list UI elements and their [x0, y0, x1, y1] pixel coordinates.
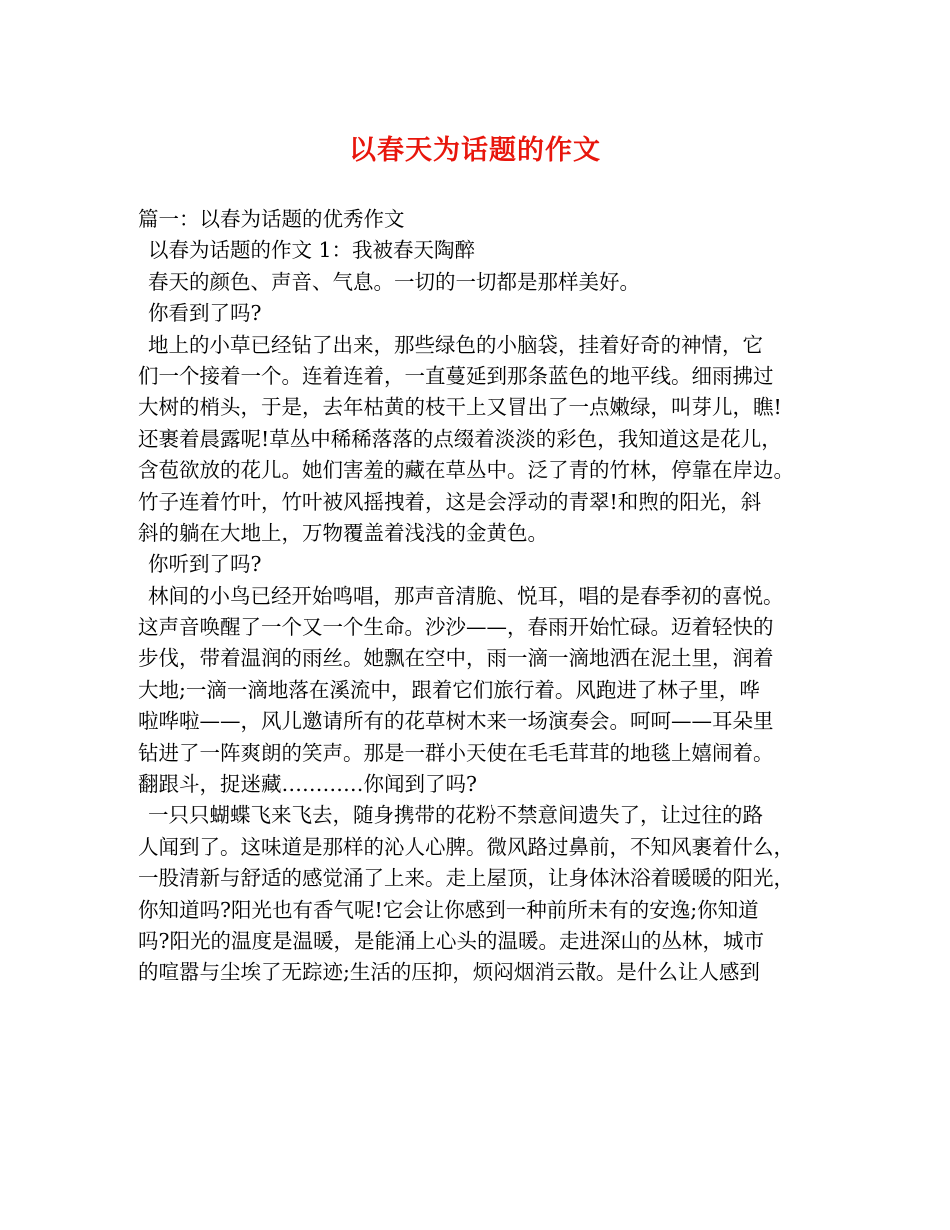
- document-body: [138, 204, 828, 989]
- text-line: 一只只蝴蝶飞来飞去，随身携带的花粉不禁意间遗失了，让过往的路: [148, 803, 763, 828]
- text-line: 你看到了吗?: [148, 301, 262, 326]
- text-line: 斜的躺在大地上，万物覆盖着浅浅的金黄色。: [138, 520, 548, 545]
- text-line: 篇一：以春为话题的优秀作文: [138, 207, 405, 231]
- text-line: 地上的小草已经钻了出来，那些绿色的小脑袋，挂着好奇的神情，它: [148, 332, 763, 357]
- text-line: 林间的小鸟已经开始鸣唱，那声音清脆、悦耳，唱的是春季初的喜悦。: [148, 583, 784, 608]
- text-line: 这声音唤醒了一个又一个生命。沙沙——，春雨开始忙碌。迈着轻快的: [138, 615, 774, 640]
- document-title: 以春天为话题的作文: [349, 135, 601, 166]
- text-line: 以春为话题的作文 1：我被春天陶醉: [148, 238, 476, 263]
- text-line: 钻进了一阵爽朗的笑声。那是一群小天使在毛毛茸茸的地毯上嬉闹着。: [138, 740, 774, 765]
- text-line: 们一个接着一个。连着连着，一直蔓延到那条蓝色的地平线。细雨拂过: [138, 363, 774, 388]
- text-line: 啦哗啦——，风儿邀请所有的花草树木来一场演奏会。呵呵——耳朵里: [138, 709, 774, 734]
- text-line: 你听到了吗?: [148, 552, 262, 577]
- text-line: 的喧嚣与尘埃了无踪迹;生活的压抑，烦闷烟消云散。是什么让人感到: [138, 960, 760, 985]
- text-line: 你知道吗?阳光也有香气呢!它会让你感到一种前所未有的安逸;你知道: [138, 897, 759, 922]
- text-line: 还裹着晨露呢!草丛中稀稀落落的点缀着淡淡的彩色，我知道这是花儿，: [138, 426, 782, 451]
- text-line: 步伐，带着温润的雨丝。她飘在空中，雨一滴一滴地洒在泥土里，润着: [138, 646, 774, 671]
- text-line: 含苞欲放的花儿。她们害羞的藏在草丛中。泛了青的竹林，停靠在岸边。: [138, 458, 794, 483]
- text-line: 人闻到了。这味道是那样的沁人心脾。微风路过鼻前，不知风裹着什么，: [138, 834, 794, 859]
- text-line: 翻跟斗，捉迷藏…………你闻到了吗?: [138, 772, 477, 797]
- text-line: 吗?阳光的温度是温暖，是能涌上心头的温暖。走进深山的丛林，城市: [138, 928, 764, 953]
- text-line: 一股清新与舒适的感觉涌了上来。走上屋顶，让身体沐浴着暖暖的阳光，: [138, 866, 794, 891]
- text-line: 春天的颜色、声音、气息。一切的一切都是那样美好。: [148, 269, 640, 294]
- text-line: 竹子连着竹叶，竹叶被风摇拽着，这是会浮动的青翠!和煦的阳光，斜: [138, 489, 762, 514]
- text-line: 大地;一滴一滴地落在溪流中，跟着它们旅行着。风跑进了林子里，哗: [138, 677, 760, 702]
- text-line: 大树的梢头，于是，去年枯黄的枝干上又冒出了一点嫩绿，叫芽儿，瞧!: [138, 395, 782, 420]
